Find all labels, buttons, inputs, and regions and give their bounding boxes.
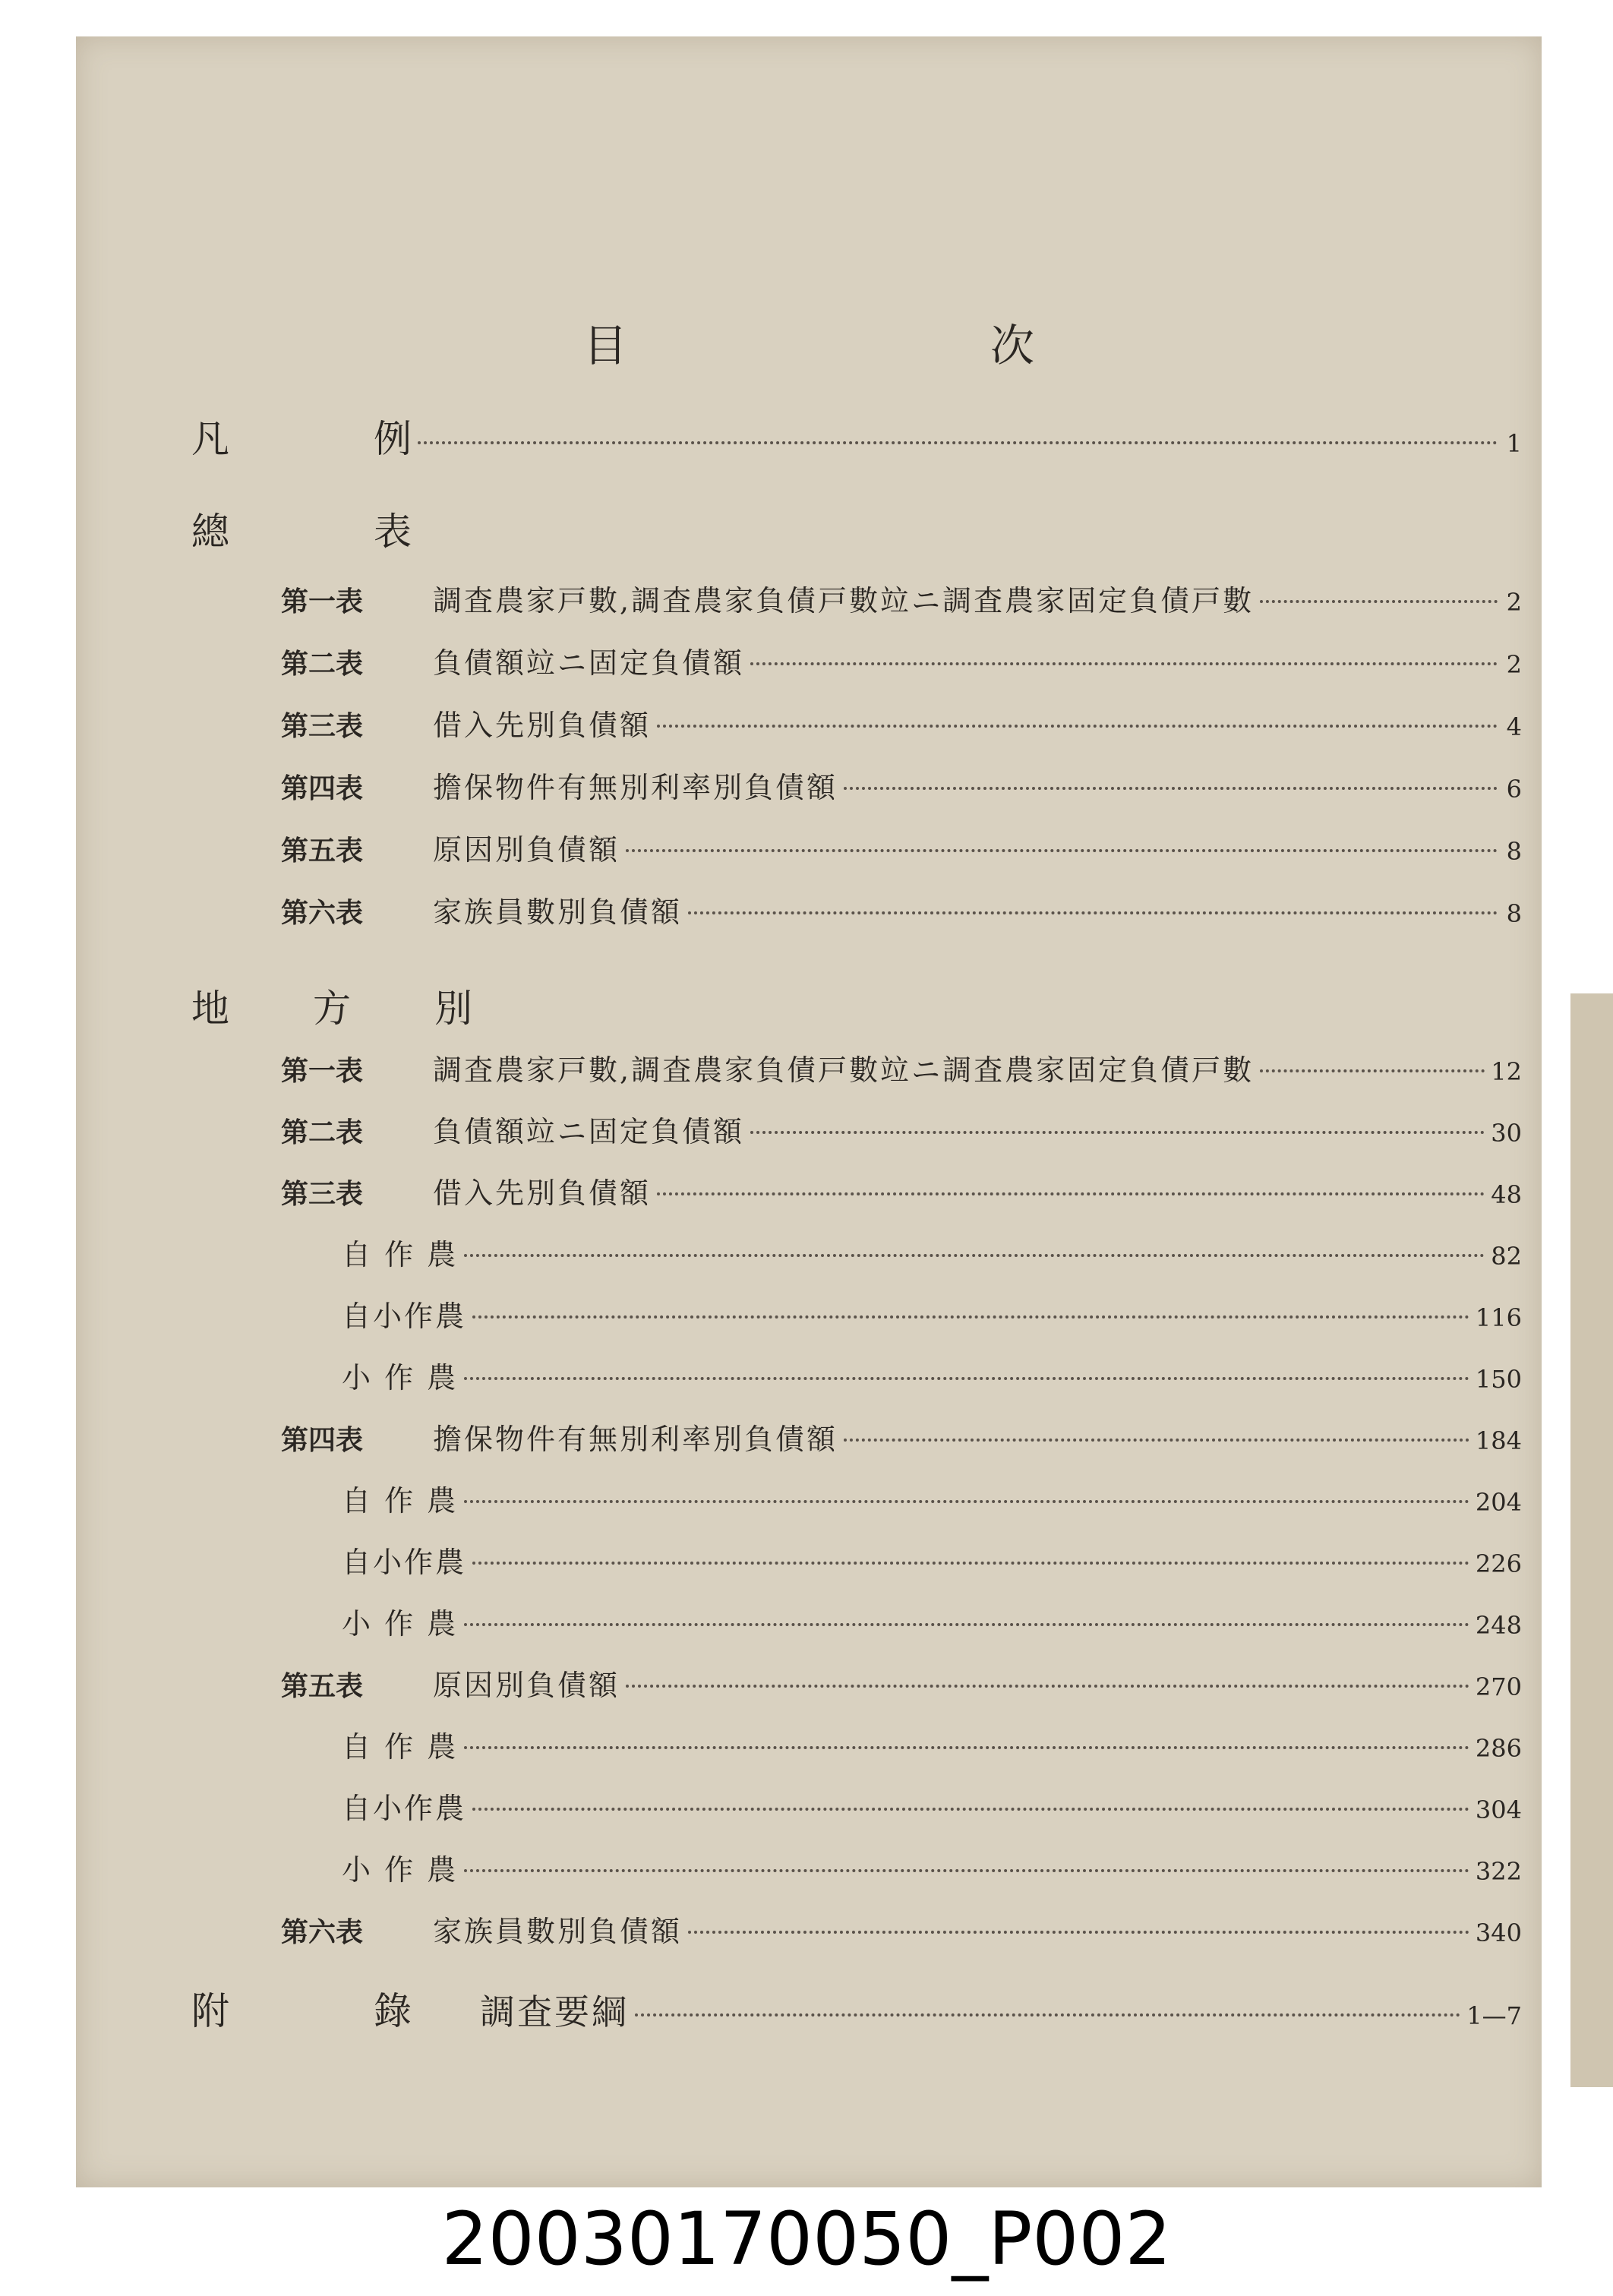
- hanrei-label-a: 凡: [191, 417, 229, 461]
- toc-entry-text: 家族員數別負債額: [433, 895, 683, 929]
- toc-entry: [281, 1047, 1522, 1088]
- toc-page-number: 304: [1475, 1795, 1522, 1824]
- toc-entry: [342, 1354, 1522, 1396]
- toc-page-number: 6: [1506, 775, 1522, 804]
- toc-entry-text: 自 作 農: [342, 1484, 459, 1518]
- toc-entry: [342, 1539, 1522, 1581]
- toc-entry: [342, 1846, 1522, 1888]
- table-number-label: 第五表: [281, 835, 364, 867]
- toc-entry: [281, 764, 1522, 806]
- toc-page-number: 286: [1475, 1734, 1522, 1763]
- toc-entry-text: 負債額竝ニ固定負債額: [433, 646, 745, 680]
- toc-entry-text: 自小作農: [342, 1546, 467, 1579]
- toc-entry: [281, 1170, 1522, 1211]
- leader-dots: [750, 1131, 1485, 1134]
- toc-entry: [342, 1477, 1522, 1519]
- toc-page-number: 248: [1475, 1611, 1522, 1640]
- leader-dots: [1260, 1069, 1485, 1072]
- toc-page-number: 2: [1506, 650, 1522, 679]
- toc-entry-text: 小 作 農: [342, 1361, 459, 1394]
- archive-id-label: 20030170050_P002: [441, 2197, 1172, 2282]
- table-number-label: 第三表: [281, 710, 364, 742]
- toc-entry-text: 自 作 農: [342, 1238, 459, 1271]
- toc-entry: [281, 1662, 1522, 1704]
- toc-entry: [281, 889, 1522, 930]
- toc-entry-text: 負債額竝ニ固定負債額: [433, 1115, 745, 1148]
- toc-page-number: 116: [1475, 1303, 1522, 1332]
- toc-entry: [342, 1231, 1522, 1273]
- toc-entry-hanrei: [191, 409, 1522, 463]
- toc-page-number: 8: [1506, 899, 1522, 928]
- toc-page-number: 1—7: [1466, 2001, 1522, 2030]
- toc-entry-text: 原因別負債額: [433, 1669, 620, 1702]
- leader-dots: [464, 1746, 1469, 1749]
- hanrei-label-b: 例: [374, 417, 412, 461]
- section-heading-chihou: 地 方 別: [191, 987, 495, 1031]
- toc-entry: [342, 1293, 1522, 1334]
- toc-entry-text: 調査農家戸數,調査農家負債戸數竝ニ調査農家固定負債戸數: [433, 584, 1255, 617]
- toc-page-number: 12: [1491, 1057, 1522, 1086]
- toc-entry: [342, 1723, 1522, 1765]
- toc-page-number: 270: [1475, 1672, 1522, 1701]
- leader-dots: [688, 911, 1498, 914]
- toc-entry-text: 擔保物件有無別利率別負債額: [433, 1423, 838, 1456]
- toc-entry: [342, 1600, 1522, 1642]
- toc-entry-text: 家族員數別負債額: [433, 1915, 683, 1948]
- toc-page-number: 226: [1475, 1549, 1522, 1578]
- toc-page-number: 204: [1475, 1488, 1522, 1517]
- toc-entry-text: 自小作農: [342, 1300, 467, 1333]
- leader-dots: [844, 1439, 1469, 1442]
- leader-dots: [750, 662, 1498, 665]
- toc-entry-text: 借入先別負債額: [433, 1176, 652, 1210]
- table-number-label: 第四表: [281, 1424, 364, 1456]
- document-page: [76, 36, 1542, 2187]
- toc-page-number: 1: [1506, 429, 1522, 458]
- leader-dots: [626, 1685, 1469, 1688]
- table-number-label: 第一表: [281, 1055, 364, 1087]
- leader-dots: [635, 2013, 1460, 2017]
- toc-page-number: 8: [1506, 837, 1522, 866]
- leader-dots: [464, 1254, 1485, 1257]
- page-title: 目 次: [582, 320, 1194, 371]
- toc-page-number: 48: [1491, 1180, 1522, 1209]
- table-number-label: 第三表: [281, 1178, 364, 1210]
- toc-entry: [281, 1416, 1522, 1458]
- leader-dots: [657, 725, 1498, 728]
- toc-entry-text: 原因別負債額: [433, 833, 620, 867]
- leader-dots: [464, 1623, 1469, 1626]
- leader-dots: [418, 441, 1498, 444]
- leader-dots: [688, 1931, 1469, 1934]
- toc-page-number: 184: [1475, 1426, 1522, 1455]
- furoku-text: 調査要綱: [480, 1991, 629, 2032]
- toc-entry: [281, 577, 1522, 619]
- toc-entry-text: 小 作 農: [342, 1607, 459, 1641]
- toc-entry-text: 自 作 農: [342, 1730, 459, 1764]
- toc-entry-text: 調査農家戸數,調査農家負債戸數竝ニ調査農家固定負債戸數: [433, 1053, 1255, 1087]
- section-heading-soukei: 總 表: [191, 510, 412, 554]
- toc-page-number: 340: [1475, 1919, 1522, 1947]
- toc-entry-text: 自小作農: [342, 1792, 467, 1825]
- toc-entry: [281, 1908, 1522, 1950]
- leader-dots: [472, 1562, 1469, 1565]
- leader-dots: [464, 1869, 1469, 1872]
- leader-dots: [464, 1377, 1469, 1380]
- table-number-label: 第六表: [281, 1916, 364, 1948]
- toc-page-number: 30: [1491, 1119, 1522, 1148]
- toc-page-number: 4: [1506, 712, 1522, 741]
- furoku-label-b: 錄: [374, 1989, 412, 2033]
- toc-entry: [281, 1108, 1522, 1150]
- table-number-label: 第六表: [281, 897, 364, 929]
- table-number-label: 第一表: [281, 586, 364, 617]
- table-number-label: 第二表: [281, 648, 364, 680]
- leader-dots: [464, 1500, 1469, 1503]
- toc-page-number: 82: [1491, 1242, 1522, 1271]
- torn-page-edge: [1570, 993, 1613, 2087]
- toc-entry: [281, 702, 1522, 744]
- leader-dots: [1260, 600, 1498, 603]
- toc-page-number: 150: [1475, 1365, 1522, 1394]
- table-number-label: 第五表: [281, 1670, 364, 1702]
- leader-dots: [472, 1808, 1469, 1811]
- leader-dots: [472, 1315, 1469, 1319]
- table-number-label: 第四表: [281, 772, 364, 804]
- toc-entry: [342, 1785, 1522, 1827]
- toc-entry: [281, 640, 1522, 681]
- toc-entry-text: 小 作 農: [342, 1853, 459, 1887]
- toc-page-number: 322: [1475, 1857, 1522, 1886]
- toc-entry-text: 擔保物件有無別利率別負債額: [433, 771, 838, 804]
- toc-page-number: 2: [1506, 588, 1522, 617]
- leader-dots: [626, 849, 1498, 852]
- toc-entry-text: 借入先別負債額: [433, 709, 652, 742]
- table-number-label: 第二表: [281, 1116, 364, 1148]
- toc-entry: [281, 826, 1522, 868]
- leader-dots: [844, 787, 1498, 790]
- furoku-label-a: 附: [191, 1989, 229, 2033]
- toc-entry-furoku: [191, 1981, 1522, 2035]
- leader-dots: [657, 1192, 1485, 1195]
